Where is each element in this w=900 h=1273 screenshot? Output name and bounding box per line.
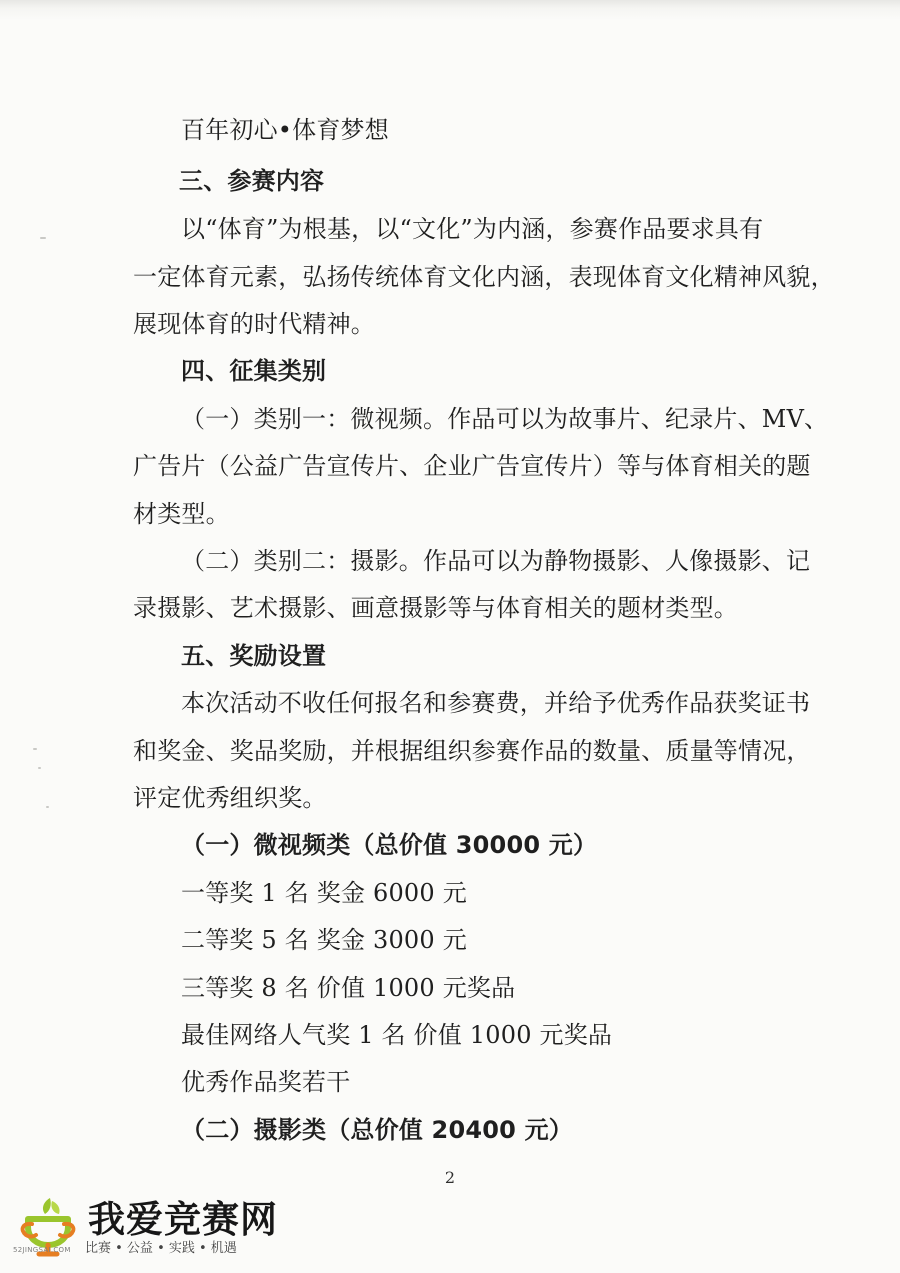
section-heading-categories: 四、征集类别 [181,357,327,385]
award-category-photography-title: （二）摄影类（总价值 20400 元） [181,1116,574,1144]
award-category-video-title: （一）微视频类（总价值 30000 元） [181,831,598,859]
document-subtitle: 百年初心•体育梦想 [181,116,389,144]
section-heading-content: 三、参赛内容 [179,167,325,195]
content-paragraph-line: 一定体育元素，弘扬传统体育文化内涵，表现体育文化精神风貌， [133,263,835,291]
category-paragraph-line: 材类型。 [133,500,230,528]
awards-paragraph-line: 评定优秀组织奖。 [133,784,327,812]
award-item: 二等奖 5 名 奖金 3000 元 [181,926,467,954]
award-item: 三等奖 8 名 价值 1000 元奖品 [181,974,516,1002]
category-paragraph-line: 广告片（公益广告宣传片、企业广告宣传片）等与体育相关的题 [133,452,811,480]
content-paragraph-line: 以“体育”为根基，以“文化”为内涵，参赛作品要求具有 [181,215,764,243]
award-item: 最佳网络人气奖 1 名 价值 1000 元奖品 [181,1021,613,1049]
watermark-site: 52JINGSAI.COM [13,1246,71,1254]
section-heading-awards: 五、奖励设置 [181,642,327,670]
category-paragraph-line: 录摄影、艺术摄影、画意摄影等与体育相关的题材类型。 [133,594,738,622]
content-paragraph-line: 展现体育的时代精神。 [133,310,375,338]
page-number: 2 [444,1168,456,1187]
award-item: 优秀作品奖若干 [181,1068,351,1096]
watermark-logo [10,1196,278,1266]
category-paragraph-line: （一）类别一：微视频。作品可以为故事片、纪录片、MV、 [181,405,829,433]
awards-paragraph-line: 本次活动不收任何报名和参赛费，并给予优秀作品获奖证书 [181,689,811,717]
watermark-tagline: 比赛 • 公益 • 实践 • 机遇 [85,1241,237,1256]
watermark-title: 我爱竞赛网 [88,1198,278,1241]
award-item: 一等奖 1 名 奖金 6000 元 [181,879,467,907]
awards-paragraph-line: 和奖金、奖品奖励，并根据组织参赛作品的数量、质量等情况， [133,737,811,765]
category-paragraph-line: （二）类别二：摄影。作品可以为静物摄影、人像摄影、记 [181,547,811,575]
